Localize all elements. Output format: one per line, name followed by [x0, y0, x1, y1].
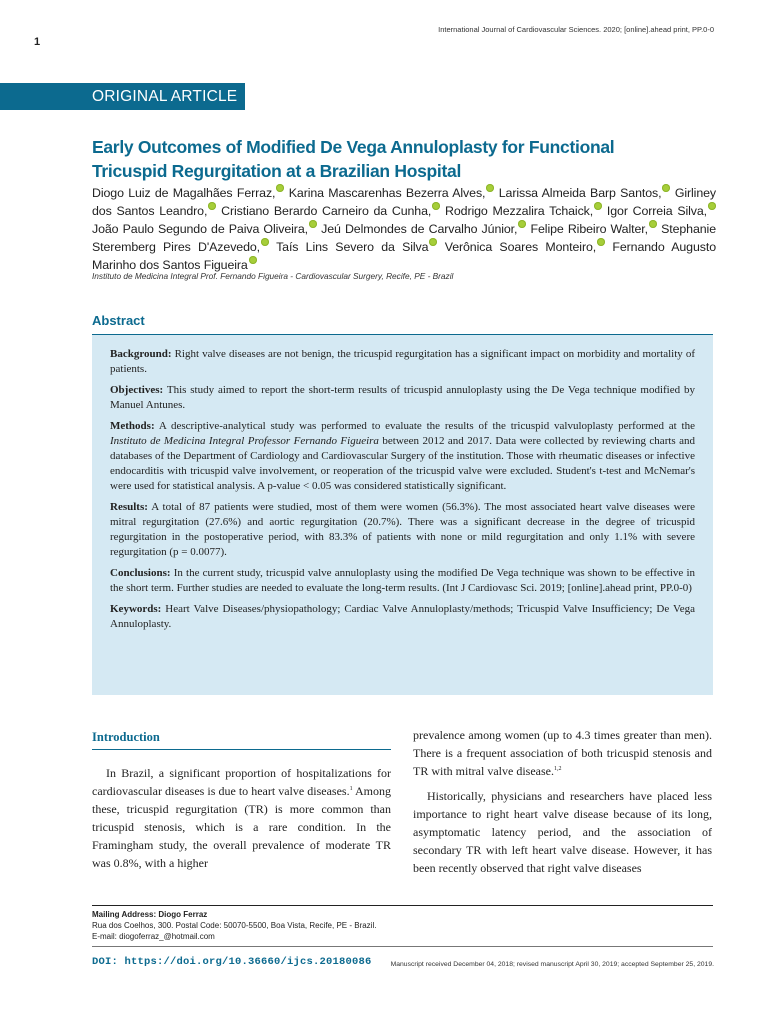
orcid-icon[interactable]	[309, 220, 317, 228]
mailing-heading: Mailing Address: Diogo Ferraz	[92, 910, 208, 919]
footer-rule	[92, 946, 713, 947]
body-column-left	[92, 764, 391, 872]
orcid-icon[interactable]	[261, 238, 269, 246]
body-paragraph: prevalence among women (up to 4.3 times greater than men). There is a frequent association of both tricuspid stenosis and TR with mitral valve disease.$^{1,2}$	[413, 728, 712, 778]
running-head: International Journal of Cardiovascular Sciences. 2020; [online].ahead print, PP.0-0	[438, 25, 714, 34]
abstract-keywords: Keywords: Heart Valve Diseases/physiopathology; Cardiac Valve Annuloplasty/methods; Tricuspid Valve Insufficiency; De Vega Annuloplasty.	[110, 603, 695, 630]
mailing-rule	[92, 905, 713, 906]
doi-link[interactable]: DOI: https://doi.org/10.36660/ijcs.20180086	[92, 956, 372, 968]
author-name: Felipe Ribeiro Walter,	[530, 222, 648, 236]
orcid-icon[interactable]	[649, 220, 657, 228]
mailing-street: Rua dos Coelhos, 300. Postal Code: 50070-5500, Boa Vista, Recife, PE - Brazil.	[92, 921, 377, 930]
author-name: Stephanie Steremberg Pires D'Azevedo,	[92, 222, 717, 254]
author-name: Cristiano Berardo Carneiro da Cunha,	[221, 204, 432, 218]
author-name: Fernando Augusto Marinho dos Santos Figueira	[92, 240, 716, 272]
abstract-heading: Abstract	[92, 313, 145, 328]
orcid-icon[interactable]	[708, 202, 716, 210]
abstract-background: Background: Right valve diseases are not benign, the tricuspid regurgitation has a significant impact on morbidity and mortality of patients.	[110, 348, 695, 375]
orcid-icon[interactable]	[432, 202, 440, 210]
author-name: Rodrigo Mezzalira Tchaick,	[445, 204, 594, 218]
author-name: Karina Mascarenhas Bezerra Alves,	[288, 186, 486, 200]
orcid-icon[interactable]	[518, 220, 526, 228]
abstract-methods: Methods: A descriptive-analytical study was performed to evaluate the results of the tricuspid valvuloplasty performed at the Instituto de Medicina Integral Professor Fernando Figueira between 2012 and 2017. Data were collected by reviewing charts and databases of the Department of Cardiology and Cardiovascular Surgery of the institution. Those with rheumatic diseases or infective endocarditis with tricuspid valve involvement, or reoperation of the tricuspid valve were excluded. Student's t-test and McNemar's were used for statistical analysis. A p-value < 0.05 was considered statistically significant.	[110, 420, 696, 492]
body-column-right	[413, 726, 712, 877]
body-paragraph: Historically, physicians and researchers have placed less importance to right heart valve disease because of its long, asymptomatic latency period, and the association of secondary TR with left heart valve disease. However, it has been recently observed that right valve diseases	[413, 789, 712, 875]
author-name: Verônica Soares Monteiro,	[444, 240, 597, 254]
author-name: Diogo Luiz de Magalhães Ferraz,	[92, 186, 276, 200]
abstract-results: Results: A total of 87 patients were studied, most of them were women (56.3%). The most associated heart valve diseases were mitral regurgitation (27.6%) and aortic regurgitation (20.7%). There was a significant decrease in the degree of tricuspid regurgitation in the postoperative period, with 83.3% of patients with none or mild regurgitation and only 1.1% with severe regurgitation (p = 0.0077).	[110, 501, 695, 558]
author-name: Jeú Delmondes de Carvalho Júnior,	[321, 222, 518, 236]
mailing-email[interactable]: E-mail: diogoferraz_@hotmail.com	[92, 932, 215, 941]
author-name: Igor Correia Silva,	[606, 204, 708, 218]
author-name: Girliney dos Santos Leandro,	[92, 186, 717, 218]
abstract-objectives: Objectives: This study aimed to report the short-term results of tricuspid annuloplasty using the De Vega technique modified by Manuel Antunes.	[110, 384, 695, 411]
article-type-banner: ORIGINAL ARTICLE	[0, 83, 245, 110]
introduction-heading: Introduction	[92, 730, 160, 744]
abstract-box	[92, 335, 713, 695]
orcid-icon[interactable]	[208, 202, 216, 210]
introduction-rule	[92, 749, 391, 750]
article-title: Early Outcomes of Modified De Vega Annuloplasty for Functional Tricuspid Regurgitation at a Brazilian Hospital	[92, 137, 615, 181]
author-name: João Paulo Segundo de Paiva Oliveira,	[92, 222, 308, 236]
mailing-address	[92, 909, 376, 942]
author-name: Taís Lins Severo da Silva	[276, 240, 429, 254]
orcid-icon[interactable]	[429, 238, 437, 246]
orcid-icon[interactable]	[597, 238, 605, 246]
abstract-conclusions: Conclusions: In the current study, tricuspid valve annuloplasty using the modified De Vega technique was shown to be effective in the short term. Further studies are needed to evaluate the long-term results. (Int J Cardiovasc Sci. 2019; [online].ahead print, PP.0-0)	[110, 567, 695, 594]
manuscript-dates: Manuscript received December 04, 2018; revised manuscript April 30, 2019; accepted September 25, 2019.	[390, 961, 714, 968]
page-number: 1	[34, 36, 41, 48]
orcid-icon[interactable]	[276, 184, 284, 192]
author-list	[92, 184, 716, 274]
orcid-icon[interactable]	[486, 184, 494, 192]
orcid-icon[interactable]	[662, 184, 670, 192]
body-paragraph: In Brazil, a significant proportion of hospitalizations for cardiovascular diseases is due to heart valve diseases.$^1$ Among these, tricuspid regurgitation (TR) is more common than tricuspid stenosis, which is a rare condition. In the Framingham study, the overall prevalence of moderate TR was 0.8%, with a higher	[92, 766, 391, 870]
affiliation: Instituto de Medicina Integral Prof. Fernando Figueira - Cardiovascular Surgery, Recife, PE - Brazil	[92, 271, 454, 281]
author-name: Larissa Almeida Barp Santos,	[498, 186, 662, 200]
orcid-icon[interactable]	[249, 256, 257, 264]
orcid-icon[interactable]	[594, 202, 602, 210]
